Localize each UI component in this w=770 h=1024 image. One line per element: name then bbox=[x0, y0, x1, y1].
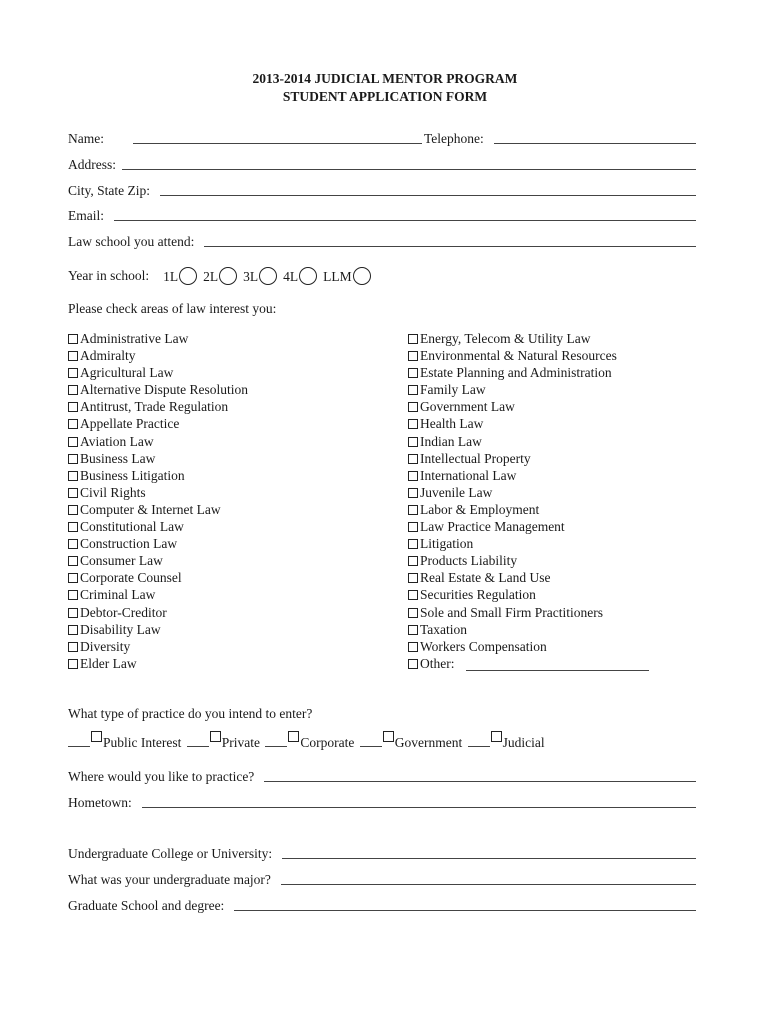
interest-item[interactable] bbox=[408, 364, 649, 381]
interest-item[interactable] bbox=[68, 381, 248, 398]
checkbox-icon[interactable] bbox=[210, 731, 221, 742]
email-row bbox=[68, 208, 696, 224]
checkbox-icon[interactable] bbox=[68, 573, 78, 583]
interest-item[interactable] bbox=[68, 638, 248, 655]
checkbox-icon[interactable] bbox=[68, 608, 78, 618]
interest-label: International Law bbox=[420, 467, 517, 483]
interest-item[interactable] bbox=[408, 621, 649, 638]
checkbox-icon[interactable] bbox=[68, 454, 78, 464]
interest-item[interactable] bbox=[68, 655, 248, 672]
year-option-4l[interactable] bbox=[283, 267, 323, 285]
year-in-school-label: Year in school: bbox=[68, 268, 150, 283]
checkbox-icon[interactable] bbox=[408, 419, 418, 429]
undergrad-row bbox=[68, 846, 696, 862]
checkbox-icon[interactable] bbox=[68, 625, 78, 635]
interests-right-column bbox=[408, 330, 649, 672]
interest-item[interactable] bbox=[408, 501, 649, 518]
email-label: Email: bbox=[68, 208, 104, 223]
interest-item[interactable] bbox=[68, 450, 248, 467]
form-subtitle: STUDENT APPLICATION FORM bbox=[282, 89, 488, 104]
interest-label: Real Estate & Land Use bbox=[420, 570, 551, 586]
interest-label: Family Law bbox=[420, 382, 486, 398]
interest-label: Elder Law bbox=[80, 655, 137, 671]
radio-circle-icon[interactable] bbox=[219, 267, 237, 285]
checkbox-icon[interactable] bbox=[68, 556, 78, 566]
interest-item[interactable] bbox=[68, 552, 248, 569]
checkbox-icon[interactable] bbox=[68, 488, 78, 498]
checkbox-icon[interactable] bbox=[68, 351, 78, 361]
interest-label: Construction Law bbox=[80, 536, 178, 552]
radio-circle-icon[interactable] bbox=[353, 267, 371, 285]
interest-item[interactable] bbox=[408, 655, 649, 672]
practice-blank-line[interactable] bbox=[68, 746, 90, 747]
interest-label: Environmental & Natural Resources bbox=[420, 348, 617, 364]
hometown-field[interactable] bbox=[142, 807, 696, 808]
interest-label: Corporate Counsel bbox=[80, 570, 182, 586]
interest-label: Disability Law bbox=[80, 621, 161, 637]
interest-item[interactable] bbox=[408, 330, 649, 347]
interest-item[interactable] bbox=[68, 621, 248, 638]
interests-prompt bbox=[68, 301, 696, 317]
interest-item[interactable] bbox=[408, 604, 649, 621]
year-in-school-row bbox=[68, 265, 696, 287]
grad-school-label: Graduate School and degree: bbox=[68, 898, 225, 913]
interest-label: Debtor-Creditor bbox=[80, 604, 167, 620]
interest-label: Products Liability bbox=[420, 553, 518, 569]
interest-label: Computer & Internet Law bbox=[80, 501, 221, 517]
interest-item[interactable] bbox=[68, 398, 248, 415]
interest-label: Business Litigation bbox=[80, 467, 185, 483]
checkbox-icon[interactable] bbox=[68, 334, 78, 344]
hometown-row bbox=[68, 795, 696, 811]
interest-item[interactable] bbox=[68, 604, 248, 621]
checkbox-icon[interactable] bbox=[68, 419, 78, 429]
grad-school-row bbox=[68, 898, 696, 914]
form-title: 2013-2014 JUDICIAL MENTOR PROGRAM bbox=[252, 71, 518, 86]
practice-prompt bbox=[68, 706, 696, 722]
checkbox-icon[interactable] bbox=[288, 731, 299, 742]
year-option-2l[interactable] bbox=[203, 267, 243, 285]
interest-item[interactable] bbox=[68, 364, 248, 381]
practice-blank-line[interactable] bbox=[360, 746, 382, 747]
telephone-label: Telephone: bbox=[424, 131, 484, 146]
interests-left-column bbox=[68, 330, 248, 672]
city-state-zip-label: City, State Zip: bbox=[68, 183, 150, 198]
major-label: What was your undergraduate major? bbox=[68, 872, 271, 887]
interest-item[interactable] bbox=[408, 552, 649, 569]
year-option-3l[interactable] bbox=[243, 267, 283, 285]
interest-item[interactable] bbox=[68, 535, 248, 552]
year-option-label: 4L bbox=[283, 269, 299, 284]
name-label: Name: bbox=[68, 131, 104, 146]
address-label: Address: bbox=[68, 157, 116, 172]
interest-label: Business Law bbox=[80, 450, 156, 466]
interest-item[interactable] bbox=[408, 586, 649, 603]
interest-item[interactable] bbox=[68, 518, 248, 535]
year-option-llm[interactable] bbox=[323, 267, 377, 285]
practice-blank-line[interactable] bbox=[187, 746, 209, 747]
interest-item[interactable] bbox=[408, 450, 649, 467]
interest-label: Intellectual Property bbox=[420, 450, 531, 466]
interest-label: Antitrust, Trade Regulation bbox=[80, 399, 229, 415]
checkbox-icon[interactable] bbox=[408, 522, 418, 532]
interest-item[interactable] bbox=[408, 398, 649, 415]
interest-item[interactable] bbox=[68, 415, 248, 432]
interest-label: Aviation Law bbox=[80, 433, 154, 449]
checkbox-icon[interactable] bbox=[68, 590, 78, 600]
interest-label: Sole and Small Firm Practitioners bbox=[420, 604, 603, 620]
interest-label: Taxation bbox=[420, 621, 468, 637]
checkbox-icon[interactable] bbox=[408, 539, 418, 549]
checkbox-icon[interactable] bbox=[408, 454, 418, 464]
year-option-label: 3L bbox=[243, 269, 259, 284]
checkbox-icon[interactable] bbox=[91, 731, 102, 742]
checkbox-icon[interactable] bbox=[491, 731, 502, 742]
email-field[interactable] bbox=[114, 220, 696, 221]
interest-item[interactable] bbox=[68, 569, 248, 586]
checkbox-icon[interactable] bbox=[408, 334, 418, 344]
interest-label: Indian Law bbox=[420, 433, 482, 449]
practice-blank-line[interactable] bbox=[265, 746, 287, 747]
interest-item[interactable] bbox=[68, 501, 248, 518]
checkbox-icon[interactable] bbox=[408, 351, 418, 361]
checkbox-icon[interactable] bbox=[408, 625, 418, 635]
name-field[interactable] bbox=[133, 143, 422, 144]
interest-item[interactable] bbox=[408, 535, 649, 552]
interest-label: Agricultural Law bbox=[80, 365, 174, 381]
city-state-zip-row bbox=[68, 183, 696, 199]
interest-item[interactable] bbox=[408, 569, 649, 586]
interest-label: Law Practice Management bbox=[420, 519, 565, 535]
interest-label: Energy, Telecom & Utility Law bbox=[420, 331, 591, 346]
interest-label: Workers Compensation bbox=[420, 638, 547, 654]
checkbox-icon[interactable] bbox=[408, 437, 418, 447]
law-school-label: Law school you attend: bbox=[68, 234, 195, 249]
interest-label: Other: bbox=[420, 655, 455, 671]
practice-blank-line[interactable] bbox=[468, 746, 490, 747]
interest-label: Securities Regulation bbox=[420, 587, 536, 603]
telephone-field[interactable] bbox=[494, 143, 696, 144]
checkbox-icon[interactable] bbox=[408, 402, 418, 412]
name-telephone-row bbox=[68, 131, 696, 147]
interest-item[interactable] bbox=[68, 484, 248, 501]
where-practice-label: Where would you like to practice? bbox=[68, 769, 255, 784]
interest-item[interactable] bbox=[408, 638, 649, 655]
hometown-label: Hometown: bbox=[68, 795, 132, 810]
interest-label: Civil Rights bbox=[80, 484, 146, 500]
law-school-field[interactable] bbox=[204, 246, 696, 247]
law-school-row bbox=[68, 234, 696, 250]
interest-label: Alternative Dispute Resolution bbox=[80, 382, 248, 398]
where-practice-row bbox=[68, 769, 696, 785]
checkbox-icon[interactable] bbox=[408, 488, 418, 498]
city-state-zip-field[interactable] bbox=[160, 195, 696, 196]
checkbox-icon[interactable] bbox=[408, 642, 418, 652]
interest-item[interactable] bbox=[408, 467, 649, 484]
checkbox-icon[interactable] bbox=[68, 385, 78, 395]
checkbox-icon[interactable] bbox=[408, 385, 418, 395]
checkbox-icon[interactable] bbox=[68, 368, 78, 378]
major-row bbox=[68, 872, 696, 888]
practice-option-public-interest[interactable]: Public Interest bbox=[103, 735, 182, 750]
radio-circle-icon[interactable] bbox=[259, 267, 277, 285]
interest-label: Government Law bbox=[420, 399, 515, 415]
interest-item[interactable] bbox=[408, 433, 649, 450]
checkbox-icon[interactable] bbox=[68, 402, 78, 412]
interest-label: Labor & Employment bbox=[420, 501, 540, 517]
interest-item[interactable] bbox=[408, 518, 649, 535]
checkbox-icon[interactable] bbox=[408, 368, 418, 378]
interest-label: Criminal Law bbox=[80, 587, 156, 603]
checkbox-icon[interactable] bbox=[68, 522, 78, 532]
interest-item[interactable] bbox=[408, 381, 649, 398]
checkbox-icon[interactable] bbox=[383, 731, 394, 742]
practice-option-corporate[interactable]: Corporate bbox=[300, 735, 355, 750]
checkbox-icon[interactable] bbox=[408, 505, 418, 515]
interest-item[interactable] bbox=[68, 586, 248, 603]
checkbox-icon[interactable] bbox=[68, 505, 78, 515]
where-practice-field[interactable] bbox=[264, 781, 696, 782]
practice-option-private[interactable]: Private bbox=[221, 735, 260, 750]
interest-label: Appellate Practice bbox=[80, 416, 180, 432]
interest-label: Admiralty bbox=[80, 348, 136, 364]
grad-school-field[interactable] bbox=[234, 910, 696, 911]
checkbox-icon[interactable] bbox=[68, 642, 78, 652]
checkbox-icon[interactable] bbox=[408, 471, 418, 481]
interests-prompt-label: Please check areas of law interest you: bbox=[68, 301, 277, 316]
year-option-1l[interactable] bbox=[163, 267, 203, 285]
other-field[interactable] bbox=[466, 670, 649, 671]
checkbox-icon[interactable] bbox=[408, 608, 418, 618]
year-option-label: 1L bbox=[163, 269, 179, 284]
checkbox-icon[interactable] bbox=[68, 659, 78, 669]
interest-item[interactable] bbox=[408, 484, 649, 501]
practice-option-government[interactable]: Government bbox=[394, 735, 463, 750]
interest-item[interactable] bbox=[68, 433, 248, 450]
interest-label: Diversity bbox=[80, 638, 131, 654]
interest-item[interactable] bbox=[408, 415, 649, 432]
undergrad-label: Undergraduate College or University: bbox=[68, 846, 273, 861]
practice-options bbox=[68, 731, 545, 751]
interest-item[interactable] bbox=[408, 347, 649, 364]
major-field[interactable] bbox=[281, 884, 696, 885]
checkbox-icon[interactable] bbox=[408, 556, 418, 566]
interest-label: Juvenile Law bbox=[420, 484, 493, 500]
address-row bbox=[68, 157, 696, 173]
checkbox-icon[interactable] bbox=[68, 539, 78, 549]
interest-label: Litigation bbox=[420, 536, 474, 552]
practice-option-judicial[interactable]: Judicial bbox=[502, 735, 545, 750]
checkbox-icon[interactable] bbox=[68, 437, 78, 447]
interest-item[interactable] bbox=[68, 330, 248, 347]
radio-circle-icon[interactable] bbox=[179, 267, 197, 285]
interest-item[interactable] bbox=[68, 347, 248, 364]
interest-label: Consumer Law bbox=[80, 553, 163, 569]
year-option-label: LLM bbox=[323, 269, 352, 284]
interest-label: Administrative Law bbox=[80, 331, 189, 346]
interest-label: Health Law bbox=[420, 416, 484, 432]
checkbox-icon[interactable] bbox=[408, 659, 418, 669]
interest-label: Constitutional Law bbox=[80, 519, 184, 535]
address-field[interactable] bbox=[122, 169, 696, 170]
checkbox-icon[interactable] bbox=[408, 573, 418, 583]
checkbox-icon[interactable] bbox=[408, 590, 418, 600]
interest-item[interactable] bbox=[68, 467, 248, 484]
radio-circle-icon[interactable] bbox=[299, 267, 317, 285]
year-option-label: 2L bbox=[203, 269, 219, 284]
checkbox-icon[interactable] bbox=[68, 471, 78, 481]
undergrad-field[interactable] bbox=[282, 858, 696, 859]
practice-prompt-label: What type of practice do you intend to enter? bbox=[68, 706, 313, 721]
interest-label: Estate Planning and Administration bbox=[420, 365, 612, 381]
